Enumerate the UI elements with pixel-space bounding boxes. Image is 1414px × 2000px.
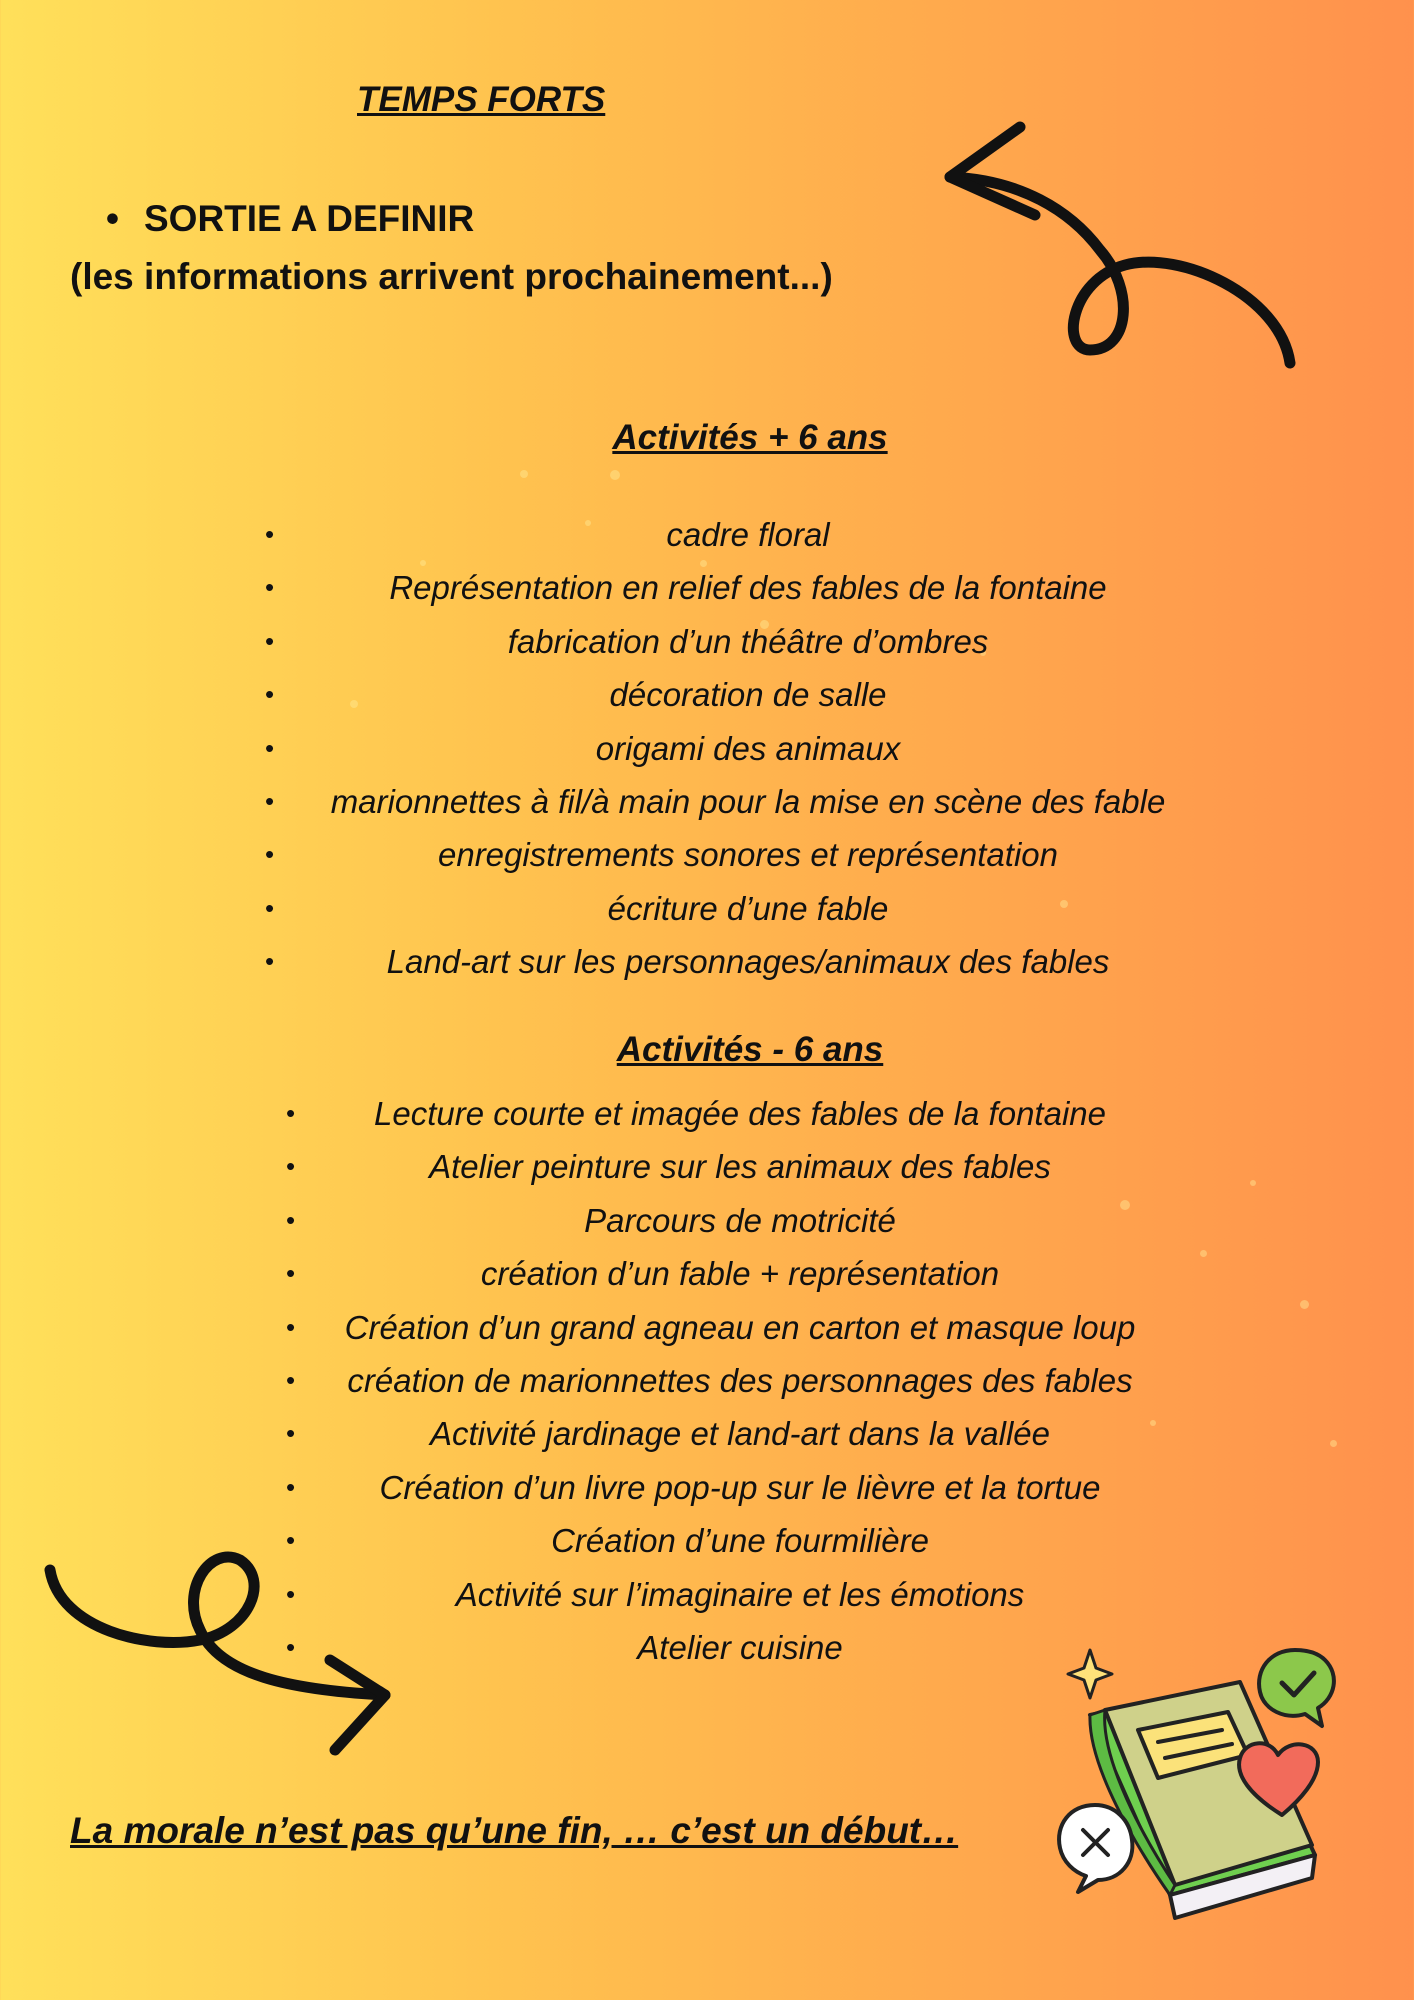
list-item: • origami des animaux bbox=[265, 729, 901, 767]
list-item: • marionnettes à fil/à main pour la mise en scène des fable bbox=[265, 782, 1166, 820]
list-item: • Création d’un livre pop-up sur le lièvre et la tortue bbox=[286, 1468, 1101, 1506]
list-item: • Atelier cuisine bbox=[286, 1628, 843, 1666]
activity-list-over-6 bbox=[0, 508, 1414, 989]
list-item: • création de marionnettes des personnages des fables bbox=[286, 1361, 1133, 1399]
list-item: • Création d’un grand agneau en carton et masque loup bbox=[286, 1308, 1136, 1346]
sparkle-icon bbox=[1068, 1650, 1112, 1698]
list-item: • cadre floral bbox=[265, 516, 830, 553]
list-item: • enregistrements sonores et représentation bbox=[265, 836, 1058, 874]
closing-motto: La morale n’est pas qu’une fin, … c’est un début… bbox=[70, 1810, 959, 1851]
list-item: • Création d’une fourmilière bbox=[286, 1522, 929, 1560]
page-title: TEMPS FORTS bbox=[357, 80, 606, 119]
check-bubble-icon bbox=[1259, 1650, 1334, 1726]
outing-note: (les informations arrivent prochainement...) bbox=[70, 256, 833, 297]
list-item: • création d’un fable + représentation bbox=[286, 1255, 1000, 1293]
list-item: • Représentation en relief des fables de la fontaine bbox=[265, 569, 1107, 607]
close-bubble-icon bbox=[1059, 1805, 1132, 1892]
list-item: • Land-art sur les personnages/animaux des fables bbox=[265, 943, 1110, 981]
list-item: • Activité sur l’imaginaire et les émotions bbox=[286, 1575, 1025, 1613]
section-title-over-6: Activités + 6 ans bbox=[612, 418, 888, 457]
list-item: • fabrication d’un théâtre d’ombres bbox=[265, 622, 989, 660]
list-item: • écriture d’une fable bbox=[265, 889, 889, 927]
curly-arrow-icon bbox=[930, 115, 1300, 375]
outing-item bbox=[110, 198, 474, 240]
list-item: • Parcours de motricité bbox=[286, 1201, 896, 1239]
book-illustration-icon bbox=[1050, 1640, 1350, 1940]
list-item: • Activité jardinage et land-art dans la vallée bbox=[286, 1415, 1051, 1453]
curly-arrow-icon bbox=[40, 1540, 400, 1760]
list-item: • Lecture courte et imagée des fables de la fontaine bbox=[286, 1095, 1106, 1132]
outing-label: SORTIE A DEFINIR bbox=[144, 198, 475, 239]
list-item: • Atelier peinture sur les animaux des fables bbox=[286, 1148, 1051, 1186]
section-title-under-6: Activités - 6 ans bbox=[616, 1030, 884, 1069]
list-item: • décoration de salle bbox=[265, 676, 887, 714]
